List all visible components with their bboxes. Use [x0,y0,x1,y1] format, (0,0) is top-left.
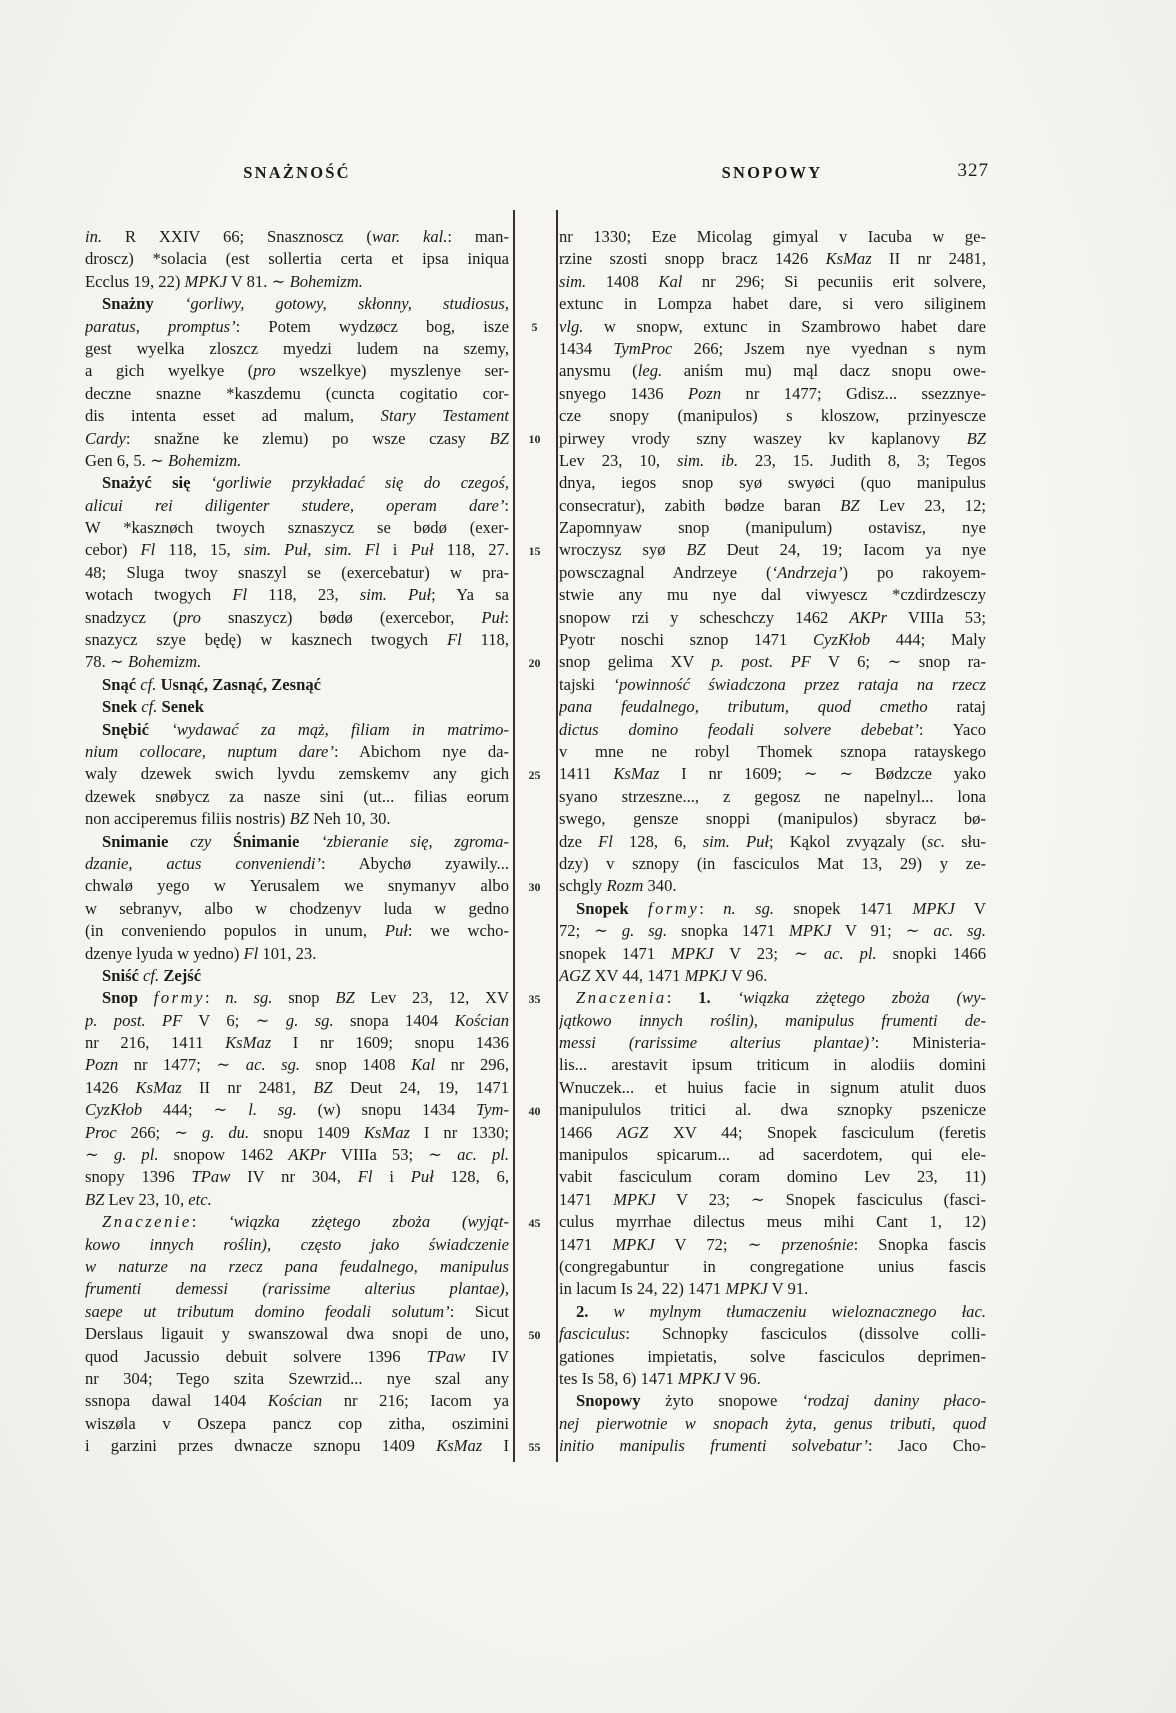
text-line: vlg. w snopw, extunc in Szambrowo habet dare [559,316,986,336]
text-line: nr 216, 1411 KsMaz I nr 1609; snopu 1436 [85,1033,509,1053]
text-line: 1466 AGZ XV 44; Snopek fasciculum (feretis [559,1122,986,1142]
text-line: Snopek formy: n. sg. snopek 1471 MPKJ V [576,898,986,918]
text-line: consecratur), zabith bødze baran BZ Lev 23, 12; [559,495,986,515]
text-line: wroczysz syø BZ Deut 24, 19; Iacom ya nye [559,540,986,560]
text-line: dze Fl 128, 6, sim. Puł; Kąkol zvyązaly (sc. słu- [559,831,986,851]
text-line: nium collocare, nuptum dare’: Abichom nye da- [85,741,509,761]
text-line: snopow rzi y scheschczy 1462 AKPr VIIIa 53; [559,607,986,627]
text-line: nr 304; Tego szita Szewrzid... nye szal any [85,1368,509,1388]
text-line: w naturze na rzecz pana feudalnego, manipulus [85,1256,509,1276]
gutter-line-number: 20 [528,655,541,670]
text-line: dnya, iegos snop syø swyøci (quo manipulus [559,473,986,493]
text-line: lis... arestavit ipsum triticum in alodiis domini [559,1055,986,1075]
text-line: BZ Lev 23, 10, etc. [85,1189,212,1209]
text-line: i garzini przes dwnacze sznopu 1409 KsMaz I [85,1436,509,1456]
text-line: snopek 1471 MPKJ V 23; ∼ ac. pl. snopki 1466 [559,943,986,963]
text-line: jątkowo innych roślin), manipulus frumenti de- [559,1010,986,1030]
gutter-line-number: 5 [531,319,538,334]
text-line: wotach twogych Fl 118, 23, sim. Puł; Ya sa [85,585,509,605]
text-line: saepe ut tributum domino feodali solutum’: Sicut [85,1301,509,1321]
text-line: extunc in Lompza habet dare, si vero siliginem [559,294,986,314]
text-line: dzenye lyuda w yedno) Fl 101, 23. [85,943,317,963]
text-line: Wnuczek... et huius facie in signum atulit duos [559,1077,986,1097]
running-head-left: SNAŻNOŚĆ [243,163,351,182]
text-line: sim. 1408 Kal nr 296; Si pecuniis erit solvere, [559,271,986,291]
text-line: 48; Sluga twoy snaszyl se (exercebatur) w pra- [85,562,509,582]
text-line: ∼ g. pl. snopow 1462 AKPr VIIIa 53; ∼ ac. pl. [85,1145,509,1165]
text-line: AGZ XV 44, 1471 MPKJ V 96. [559,965,768,985]
text-line: 2. w mylnym tłumaczeniu wieloznacznego łac. [576,1301,986,1321]
gutter-line-number: 45 [528,1215,541,1230]
text-line: Snimanie czy Śnimanie ‘zbieranie się, zgroma- [102,831,509,851]
text-line: chwalø yego w Yerusalem we snymanyv albo [85,876,509,896]
text-line: 1471 MPKJ V 23; ∼ Snopek fasciculus (fasci- [559,1189,986,1209]
text-line: Proc 266; ∼ g. du. snopu 1409 KsMaz I nr 1330; [85,1122,509,1142]
text-line: gest wyelka zloszcz myedzi ludem na szemy, [85,338,509,358]
text-line: deczne snazne *kaszdemu (cuncta cogitatio cor- [85,383,509,403]
gutter-line-number: 15 [528,543,541,558]
text-line: (in conveniendo populos in unum, Puł: we wcho- [85,921,509,941]
text-line: manipulos spicarum... ad sacerdotem, qui ele- [559,1145,986,1165]
text-line: nr 1330; Eze Micolag gimyal v Iacuba w ge- [559,227,986,246]
text-line: Snek cf. Senek [102,697,204,717]
text-line: frumenti demessi (rarissime alterius plantae), [85,1279,509,1299]
line-number-gutter [514,226,555,1458]
text-line: snyego 1436 Pozn nr 1477; Gdisz... ssezznye- [559,383,986,403]
text-line: Snębić ‘wydawać za mąż, filiam in matrimo- [102,719,509,739]
text-line: initio manipulis frumenti solvebatur’: Jaco Cho- [559,1436,986,1456]
text-line: waly dzewek swich lyvdu zemskemv any gich [85,764,509,784]
text-line: pana feudalnego, tributum, quod cmetho rataj [559,697,986,717]
text-line: ssnopa dawal 1404 Kościan nr 216; Iacom ya [85,1391,509,1411]
text-line: 1411 KsMaz I nr 1609; ∼ ∼ Bødzcze yako [559,764,986,784]
text-line: fasciculus: Schnopky fasciculos (dissolve colli- [559,1324,986,1344]
text-line: syano strzeszne..., z gegosz ne napelnyl... lona [559,786,986,806]
text-line: non acciperemus filiis nostris) BZ Neh 10, 30. [85,809,391,829]
text-line: dzewek snøbycz za nasze sini (ut... filias eorum [85,786,509,806]
text-line: anysmu (leg. aniśm mu) mąl dacz snopu owe- [559,361,986,381]
text-line: Snąć cf. Usnąć, Zasnąć, Zesnąć [102,674,321,694]
column-divider-right [556,210,558,1462]
text-line: Pozn nr 1477; ∼ ac. sg. snop 1408 Kal nr 296, [85,1055,509,1075]
text-line: Cardy: snažne ke zlemu) po wsze czasy BZ [85,428,509,448]
text-line: droscz) *solacia (est sollertia certa et ipsa iniqua [85,249,509,269]
gutter-line-number: 10 [528,431,541,446]
text-line: 1471 MPKJ V 72; ∼ przenośnie: Snopka fascis [559,1234,986,1254]
text-line: v mne ne robyl Thomek sznopa ratayskego [559,741,986,761]
text-line: Ecclus 19, 22) MPKJ V 81. ∼ Bohemizm. [85,271,363,291]
text-line: cebor) Fl 118, 15, sim. Puł, sim. Fl i Puł 118, 27. [85,540,509,560]
text-line: W *kasznøch twoych sznaszycz se bødø (exer- [85,518,509,538]
text-line: Sniść cf. Zejść [102,965,202,985]
text-line: messi (rarissime alterius plantae)’: Ministeria- [559,1033,986,1053]
text-line: in. R XXIV 66; Snasznoscz (war. kal.: man- [85,227,509,246]
text-line: Zapomnyaw snop (manipulum) ostavisz, nye [559,518,986,538]
text-line: dzanie, actus conveniendi’: Abychø zyawily... [85,853,509,873]
left-column [85,226,509,1457]
text-line: kowo innych roślin), często jako świadczenie [85,1234,509,1254]
text-line: snadzycz (pro snaszycz) bødø (exercebor, Puł: [85,607,509,627]
text-line: alicui rei diligenter studere, operam dare’: [85,495,509,515]
text-line: rzine szosti snopp bracz 1426 KsMaz II nr 2481, [559,249,986,269]
text-line: Znaczenia: 1. ‘wiązka zżętego zboża (wy- [576,988,986,1008]
text-line: snopy 1396 TPaw IV nr 304, Fl i Puł 128, 6, [85,1167,509,1187]
text-line: Snop formy: n. sg. snop BZ Lev 23, 12, XV [102,988,509,1008]
running-head-right: SNOPOWY [721,163,823,182]
text-line: cze snopy (manipulos) s kloszow, przinyescze [559,406,986,426]
text-line: in lacum Is 24, 22) 1471 MPKJ V 91. [559,1279,809,1299]
text-line: paratus, promptus’: Potem wydzøcz bog, isze [85,316,509,336]
text-line: powsczagnal Andrzeye (‘Andrzeja’) po rakoyem- [559,562,986,582]
text-line: 1434 TymProc 266; Jszem nye vyednan s nym [559,338,986,358]
text-line: (congregabuntur in congregatione unius fascis [559,1256,986,1276]
page-number: 327 [957,160,989,181]
text-line: vabit fasciculum coram domino Lev 23, 11) [559,1167,986,1187]
text-line: wiszøla v Oszepa pancz cop zitha, oszimini [85,1413,509,1433]
gutter-line-number: 35 [528,991,541,1006]
text-line: Znaczenie: ‘wiązka zżętego zboża (wyjąt- [102,1212,509,1232]
text-line: gationes impietatis, solve fasciculos deprimen- [559,1346,986,1366]
text-line: w sebranyv, albo w chodzenyv luda w gedno [85,898,509,918]
text-line: Gen 6, 5. ∼ Bohemizm. [85,450,242,470]
text-line: manipululos tritici al. dwa sznopky pszenicze [559,1100,986,1120]
text-line: tes Is 58, 6) 1471 MPKJ V 96. [559,1368,761,1388]
text-line: dzy) v sznopy (in fasciculos Mat 13, 29) y ze- [559,853,986,873]
gutter-line-number: 50 [528,1327,541,1342]
text-line: Snażny ‘gorliwy, gotowy, skłonny, studiosus, [102,294,509,314]
gutter-line-number: 40 [528,1103,541,1118]
text-line: tajski ‘powinność świadczona przez rataja na rzecz [559,674,986,694]
gutter-line-number: 30 [528,879,541,894]
text-line: snazycz szye będę) w kasznech twogych Fl 118, [85,630,509,650]
text-line: stwie any mu nye dal viwyescz *czdirdzesczy [559,585,986,605]
text-line: Lev 23, 10, sim. ib. 23, 15. Judith 8, 3; Tegos [559,450,986,470]
gutter-line-number: 25 [528,767,541,782]
text-line: 1426 KsMaz II nr 2481, BZ Deut 24, 19, 1471 [85,1077,509,1097]
text-line: snop gelima XV p. post. PF V 6; ∼ snop ra- [559,652,986,672]
text-line: a gich wyelkye (pro wszelkye) myszlenye ser- [85,361,509,381]
text-line: 72; ∼ g. sg. snopka 1471 MPKJ V 91; ∼ ac. sg. [559,921,986,941]
text-line: dictus domino feodali solvere debebat’: Yaco [559,719,986,739]
text-line: Derslaus ligauit y swanszowal dwa snopi de uno, [85,1324,509,1344]
text-line: Snopowy żyto snopowe ‘rodzaj daniny płaco- [576,1391,986,1411]
text-line: quod Jacussio debuit solvere 1396 TPaw IV [85,1346,509,1366]
gutter-line-number: 55 [528,1439,541,1454]
text-line: nej pierwotnie w snopach żyta, genus tributi, quod [559,1413,986,1433]
text-line: Snażyć się ‘gorliwie przykładać się do czegoś, [102,473,509,493]
text-line: 78. ∼ Bohemizm. [85,652,202,672]
text-line: culus myrrhae dilectus meus mihi Cant 1, 12) [559,1212,986,1232]
text-line: pirwey vrody szny waszey kv kaplanovy BZ [559,428,986,448]
text-line: p. post. PF V 6; ∼ g. sg. snopa 1404 Kościan [85,1010,509,1030]
text-line: CyzKłob 444; ∼ l. sg. (w) snopu 1434 Tym- [85,1100,509,1120]
text-line: Pyotr noschi sznop 1471 CyzKłob 444; Maly [559,630,986,650]
text-line: swego, gensze snoppi (manipulos) sbyracz bø- [559,809,986,829]
text-line: dis intenta esset ad malum, Stary Testament [85,406,509,426]
right-column [559,226,986,1457]
text-line: schgly Rozm 340. [559,876,677,896]
